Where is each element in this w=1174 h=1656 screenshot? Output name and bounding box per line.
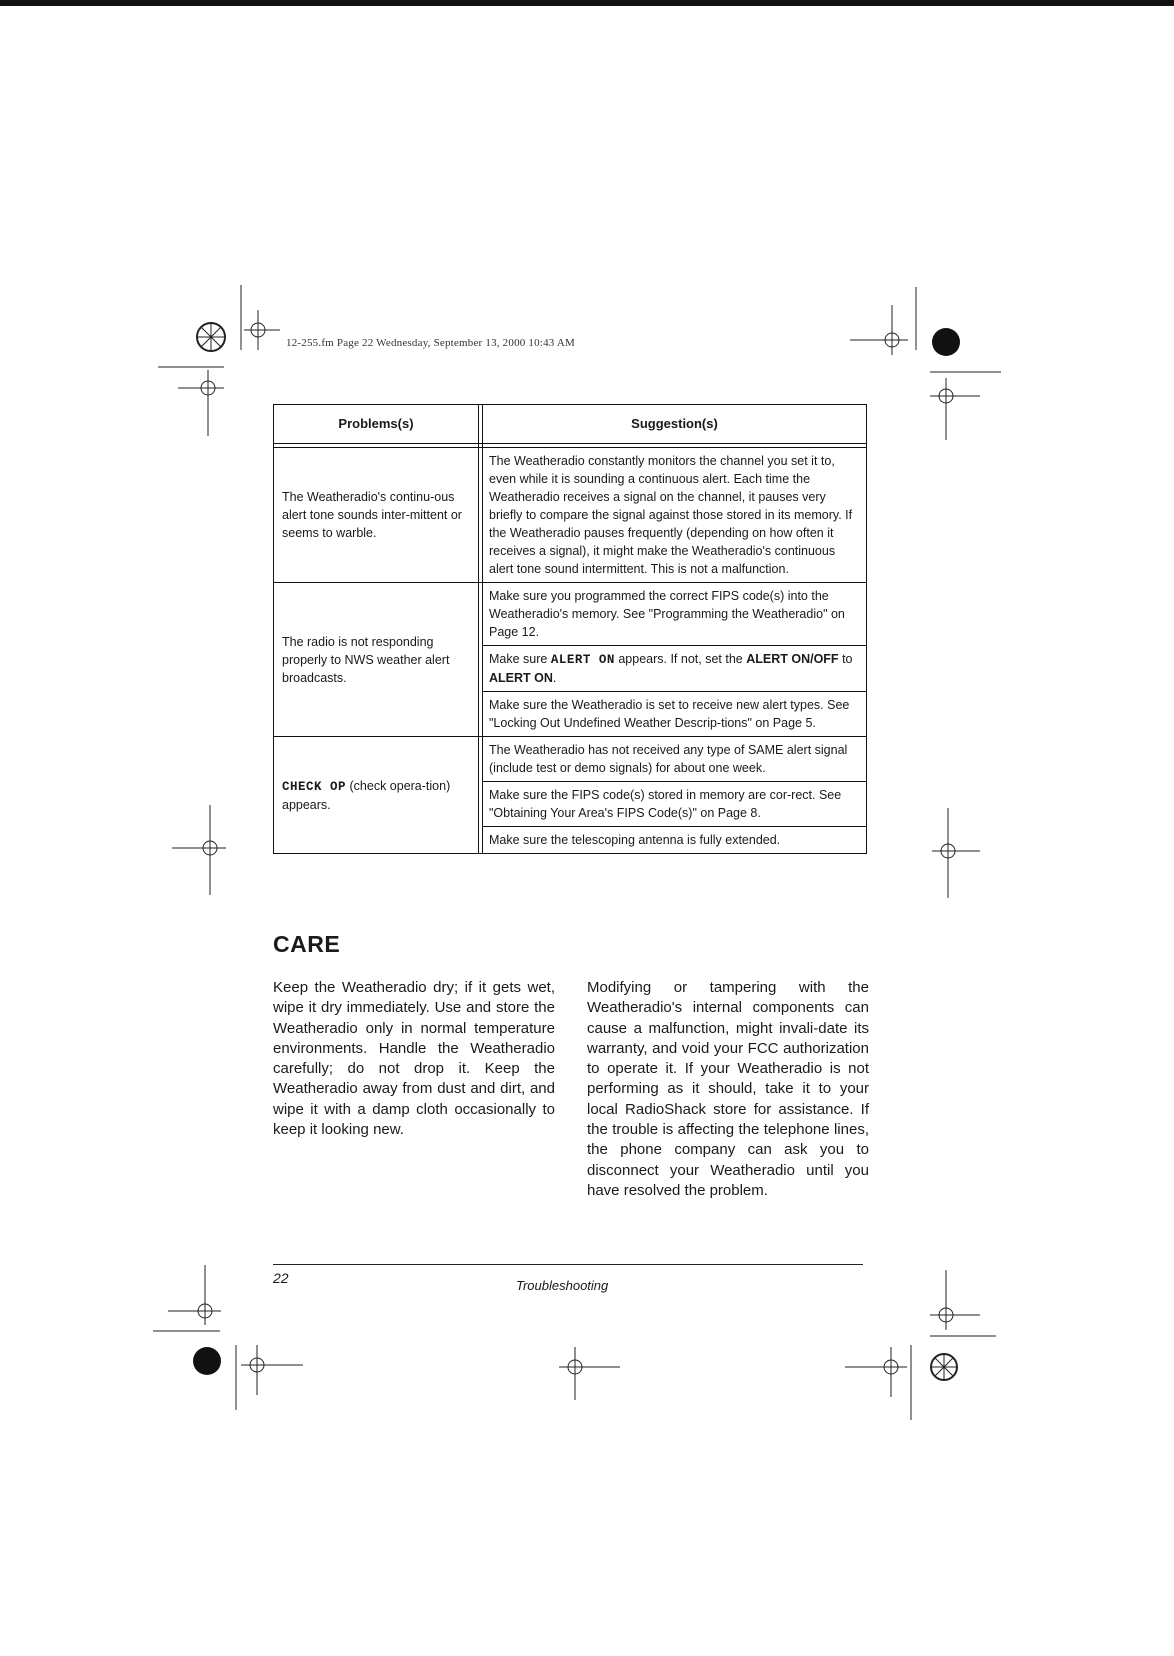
- column-header-problem: Problems(s): [274, 405, 479, 444]
- suggestion-cell: Make sure ALERT ON appears. If not, set the ALERT ON/OFF to ALERT ON.: [483, 646, 867, 692]
- suggestion-cell: Make sure the FIPS code(s) stored in memory are cor-rect. See "Obtaining Your Area's FIPS Code(s)" on Page 8.: [483, 782, 867, 827]
- table-header-row: [274, 405, 867, 444]
- table-row: [274, 737, 867, 782]
- sunburst-mark-icon: [931, 1354, 957, 1380]
- footer-rule: [273, 1264, 863, 1265]
- troubleshooting-table: [273, 404, 867, 854]
- sunburst-mark-icon: [197, 323, 225, 351]
- suggestion-cell: The Weatheradio constantly monitors the channel you set it to, even while it is sounding a continuous alert. Each time the Weatheradio receives a signal on the channel, it pauses very briefly to compare the signal against those stored in its memory. If the Weatheradio pauses frequently (depending on how often it receives a signal), it might make the Weatheradio's continuous alert tone sound intermittent. This is not a malfunction.: [483, 448, 867, 583]
- display-code: CHECK OP: [282, 779, 347, 794]
- column-header-suggestion: Suggestion(s): [483, 405, 867, 444]
- table-row: [274, 583, 867, 646]
- care-paragraph-right: Modifying or tampering with the Weatheradio's internal components can cause a malfunction, might invali-date its warranty, and void your FCC authorization to operate it. If your Weatheradio is not performing as it should, take it to your local RadioShack store for assistance. If the trouble is affecting the telephone lines, the phone company can ask you to disconnect your Weatheradio until you have resolved the problem.: [587, 979, 869, 1199]
- display-code: ALERT ON: [550, 653, 615, 667]
- solid-dot-icon: [193, 1347, 221, 1375]
- section-title: CARE: [273, 931, 341, 957]
- suggestion-cell: The Weatheradio has not received any type of SAME alert signal (include test or demo signals) for about one week.: [483, 737, 867, 782]
- problem-cell: The Weatheradio's continu-ous alert tone sounds inter-mittent or seems to warble.: [274, 448, 479, 583]
- suggestion-cell: Make sure the telescoping antenna is fully extended.: [483, 827, 867, 854]
- suggestion-cell: Make sure you programmed the correct FIPS code(s) into the Weatheradio's memory. See "Programming the Weatheradio" on Page 12.: [483, 583, 867, 646]
- print-slug: 12-255.fm Page 22 Wednesday, September 13, 2000 10:43 AM: [286, 337, 575, 349]
- problem-cell: The radio is not responding properly to NWS weather alert broadcasts.: [274, 583, 479, 737]
- page-number: 22: [273, 1270, 289, 1286]
- solid-dot-icon: [932, 328, 960, 356]
- table-row: [274, 448, 867, 583]
- problem-cell: CHECK OP (check opera-tion) appears.: [274, 737, 479, 854]
- care-paragraph-left: Keep the Weatheradio dry; if it gets wet, wipe it dry immediately. Use and store the Weatheradio only in normal temperature environments. Handle the Weatheradio carefully; do not drop it. Keep the Weatheradio away from dust and dirt, and wipe it with a damp cloth occasionally to keep it looking new.: [273, 979, 555, 1139]
- suggestion-cell: Make sure the Weatheradio is set to receive new alert types. See "Locking Out Undefined Weather Descrip-tions" on Page 5.: [483, 692, 867, 737]
- footer-section-title: Troubleshooting: [516, 1278, 609, 1293]
